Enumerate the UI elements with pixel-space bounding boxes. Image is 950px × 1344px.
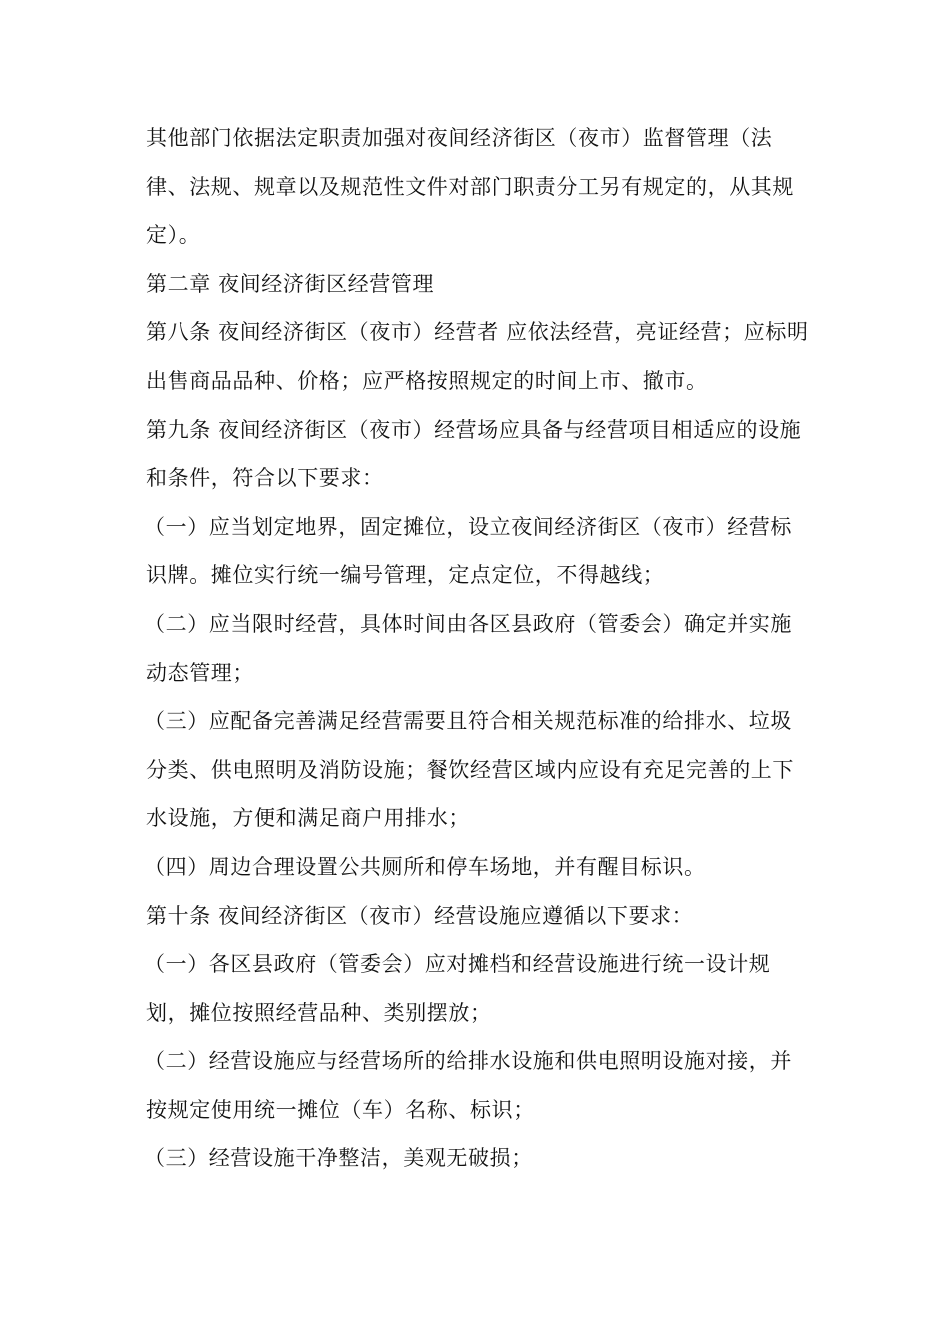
article-10-item-1: （一）各区县政府（管委会）应对摊档和经营设施进行统一设计规划，摊位按照经营品种、类别摆放； bbox=[144, 952, 771, 1025]
document-body bbox=[146, 114, 810, 1183]
article-9: 第九条 夜间经济街区（夜市）经营场应具备与经营项目相适应的设施和条件，符合以下要求： bbox=[146, 417, 802, 491]
article-10-item-2: （二）经营设施应与经营场所的给排水设施和供电照明设施对接，并按规定使用统一摊位（车）名称、标识； bbox=[144, 1049, 792, 1122]
article-9-item-2: （二）应当限时经营，具体时间由各区县政府（管委会）确定并实施动态管理； bbox=[144, 611, 792, 685]
article-9-item-4: （四）周边合理设置公共厕所和停车场地，并有醒目标识。 bbox=[144, 854, 706, 879]
paragraph-supervision: 其他部门依据法定职责加强对夜间经济街区（夜市）监督管理（法律、法规、规章以及规范性文件对部门职责分工另有规定的，从其规定）。 bbox=[146, 126, 794, 248]
article-10-item-3: （三）经营设施干净整洁，美观无破损； bbox=[144, 1146, 533, 1171]
article-9-item-1: （一）应当划定地界，固定摊位，设立夜间经济街区（夜市）经营标识牌。摊位实行统一编号管理，定点定位，不得越线； bbox=[144, 514, 792, 588]
article-10: 第十条 夜间经济街区（夜市）经营设施应遵循以下要求： bbox=[146, 903, 694, 928]
article-9-item-3: （三）应配备完善满足经营需要且符合相关规范标准的给排水、垃圾分类、供电照明及消防设施；餐饮经营区域内应设有充足完善的上下水设施，方便和满足商户用排水； bbox=[144, 709, 794, 831]
article-8: 第八条 夜间经济街区（夜市）经营者 应依法经营，亮证经营；应标明出售商品品种、价格；应严格按照规定的时间上市、撤市。 bbox=[146, 320, 809, 393]
chapter-heading: 第二章 夜间经济街区经营管理 bbox=[146, 271, 435, 296]
